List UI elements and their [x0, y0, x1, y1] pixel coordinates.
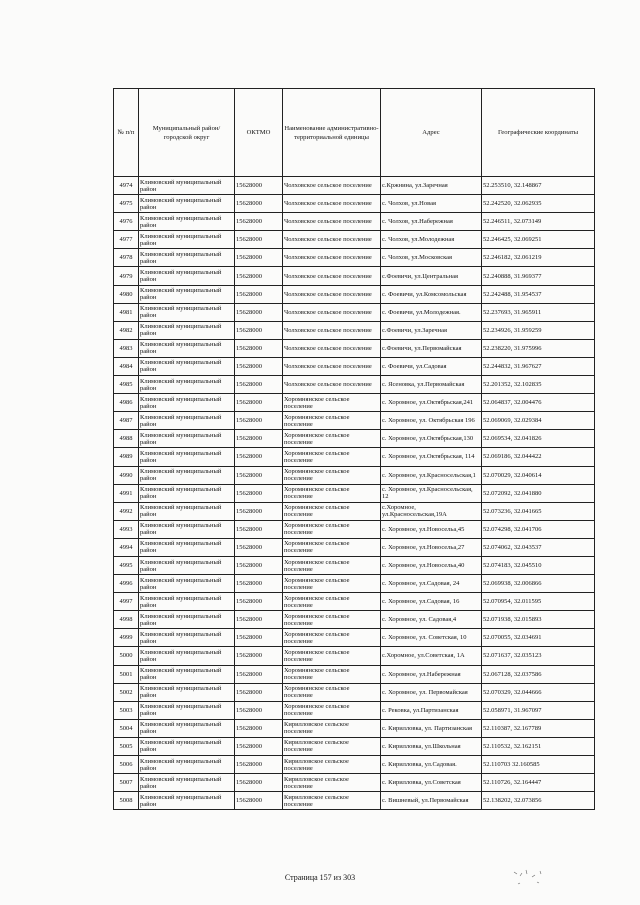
row-unit: Хоромнянское сельское поселение: [283, 611, 381, 629]
row-oktmo: 15628000: [235, 430, 283, 448]
table-row: [114, 303, 595, 321]
row-oktmo: 15628000: [235, 593, 283, 611]
table-row: [114, 647, 595, 665]
table-header: [114, 89, 595, 177]
row-address: с. Хоромное, ул.Новосельа,45: [381, 520, 482, 538]
header-coords: Географические координаты: [482, 89, 595, 177]
row-oktmo: 15628000: [235, 756, 283, 774]
row-oktmo: 15628000: [235, 303, 283, 321]
row-district: Климовский муниципальный район: [139, 195, 235, 213]
table-row: [114, 412, 595, 430]
row-number: 4994: [114, 538, 139, 556]
row-address: с. Хоромное, ул.Новосельа,27: [381, 538, 482, 556]
row-oktmo: 15628000: [235, 466, 283, 484]
row-district: Климовский муниципальный район: [139, 357, 235, 375]
row-address: с.Хоромное, ул.Советская, 1А: [381, 647, 482, 665]
row-number: 4985: [114, 376, 139, 394]
row-address: с. Фоевичи, ул.Молодежная.: [381, 303, 482, 321]
row-district: Климовский муниципальный район: [139, 249, 235, 267]
table-row: [114, 611, 595, 629]
row-unit: Чолховское сельское поселение: [283, 357, 381, 375]
row-unit: Кирилловское сельское поселение: [283, 737, 381, 755]
row-district: Климовский муниципальный район: [139, 593, 235, 611]
row-district: Климовский муниципальный район: [139, 231, 235, 249]
row-unit: Чолховское сельское поселение: [283, 249, 381, 267]
row-oktmo: 15628000: [235, 448, 283, 466]
row-oktmo: 15628000: [235, 701, 283, 719]
row-oktmo: 15628000: [235, 719, 283, 737]
row-address: с. Хоромное, ул.Октябрьская,130: [381, 430, 482, 448]
row-district: Климовский муниципальный район: [139, 466, 235, 484]
row-number: 5002: [114, 683, 139, 701]
row-address: с. Хоромное, ул.Садовая, 24: [381, 575, 482, 593]
row-address: с. Чолхов, ул.Московская: [381, 249, 482, 267]
row-address: с. Фоевичи, ул.Садовая: [381, 357, 482, 375]
row-address: с. Хоромное, ул.Красносельская,1: [381, 466, 482, 484]
row-unit: Хоромнянское сельское поселение: [283, 665, 381, 683]
row-district: Климовский муниципальный район: [139, 701, 235, 719]
row-oktmo: 15628000: [235, 792, 283, 810]
row-oktmo: 15628000: [235, 556, 283, 574]
row-unit: Хоромнянское сельское поселение: [283, 394, 381, 412]
row-coordinates: 52.246182, 32.061219: [482, 249, 595, 267]
row-oktmo: 15628000: [235, 285, 283, 303]
row-number: 4974: [114, 177, 139, 195]
row-district: Климовский муниципальный район: [139, 520, 235, 538]
row-unit: Хоромнянское сельское поселение: [283, 683, 381, 701]
row-address: с. Хоромное, ул.Октябрьская,241: [381, 394, 482, 412]
row-number: 4975: [114, 195, 139, 213]
row-coordinates: 52.242488, 31.954537: [482, 285, 595, 303]
row-number: 4980: [114, 285, 139, 303]
row-district: Климовский муниципальный район: [139, 213, 235, 231]
row-unit: Хоромнянское сельское поселение: [283, 629, 381, 647]
table-row: [114, 321, 595, 339]
table-row: [114, 213, 595, 231]
row-coordinates: 52.246511, 32.073149: [482, 213, 595, 231]
row-coordinates: 52.238220, 31.975996: [482, 339, 595, 357]
row-oktmo: 15628000: [235, 575, 283, 593]
row-district: Климовский муниципальный район: [139, 484, 235, 502]
row-number: 4990: [114, 466, 139, 484]
row-unit: Чолховское сельское поселение: [283, 285, 381, 303]
row-oktmo: 15628000: [235, 520, 283, 538]
table-row: [114, 177, 595, 195]
row-number: 4998: [114, 611, 139, 629]
table-row: [114, 719, 595, 737]
row-district: Климовский муниципальный район: [139, 647, 235, 665]
row-coordinates: 52.240888, 31.969377: [482, 267, 595, 285]
row-coordinates: 52.110703 32.160585: [482, 756, 595, 774]
row-oktmo: 15628000: [235, 249, 283, 267]
row-address: с. Хоромное, ул. Первомайская: [381, 683, 482, 701]
row-address: с. Кирилловка, ул.Школьная: [381, 737, 482, 755]
row-unit: Чолховское сельское поселение: [283, 303, 381, 321]
row-oktmo: 15628000: [235, 394, 283, 412]
row-district: Климовский муниципальный район: [139, 177, 235, 195]
row-coordinates: 52.253510, 32.148867: [482, 177, 595, 195]
row-number: 4981: [114, 303, 139, 321]
row-district: Климовский муниципальный район: [139, 430, 235, 448]
row-district: Климовский муниципальный район: [139, 394, 235, 412]
row-address: с.Фоевичи, ул.Первомайская: [381, 339, 482, 357]
table-row: [114, 285, 595, 303]
row-district: Климовский муниципальный район: [139, 376, 235, 394]
row-address: с. Хоромное, ул. Октябрьская 196: [381, 412, 482, 430]
row-address: с.Хоромное, ул.Красносельская,19А: [381, 502, 482, 520]
row-address: с. Вишневый, ул.Первомайская: [381, 792, 482, 810]
row-oktmo: 15628000: [235, 629, 283, 647]
row-oktmo: 15628000: [235, 502, 283, 520]
row-address: с.Фоевичи, ул.Центральная: [381, 267, 482, 285]
row-number: 4976: [114, 213, 139, 231]
row-number: 4992: [114, 502, 139, 520]
row-district: Климовский муниципальный район: [139, 267, 235, 285]
table-row: [114, 683, 595, 701]
table-row: [114, 520, 595, 538]
row-coordinates: 52.070329, 32.044666: [482, 683, 595, 701]
row-number: 4977: [114, 231, 139, 249]
row-oktmo: 15628000: [235, 774, 283, 792]
row-unit: Хоромнянское сельское поселение: [283, 466, 381, 484]
row-coordinates: 52.071637, 32.035123: [482, 647, 595, 665]
table-row: [114, 267, 595, 285]
row-address: с.Кржнина, ул.Заречная: [381, 177, 482, 195]
row-coordinates: 52.069534, 32.041826: [482, 430, 595, 448]
row-oktmo: 15628000: [235, 412, 283, 430]
row-number: 4999: [114, 629, 139, 647]
row-oktmo: 15628000: [235, 683, 283, 701]
row-address: с. Кирилловка, ул. Партизанская: [381, 719, 482, 737]
row-district: Климовский муниципальный район: [139, 611, 235, 629]
row-number: 5008: [114, 792, 139, 810]
table-row: [114, 629, 595, 647]
row-oktmo: 15628000: [235, 357, 283, 375]
row-coordinates: 52.070954, 32.011595: [482, 593, 595, 611]
header-district: Муниципальный район/городской округ: [139, 89, 235, 177]
row-address: с. Хоромное, ул.Садовая, 16: [381, 593, 482, 611]
table-row: [114, 502, 595, 520]
table-row: [114, 466, 595, 484]
row-coordinates: 52.110726, 32.164447: [482, 774, 595, 792]
row-number: 5004: [114, 719, 139, 737]
row-number: 4986: [114, 394, 139, 412]
table-row: [114, 792, 595, 810]
row-coordinates: 52.138202, 32.073856: [482, 792, 595, 810]
row-number: 5003: [114, 701, 139, 719]
row-unit: Чолховское сельское поселение: [283, 213, 381, 231]
header-oktmo: ОКТМО: [235, 89, 283, 177]
row-address: с. Хоромное, ул.Новосельа,40: [381, 556, 482, 574]
row-oktmo: 15628000: [235, 611, 283, 629]
row-unit: Кирилловское сельское поселение: [283, 756, 381, 774]
row-unit: Хоромнянское сельское поселение: [283, 538, 381, 556]
table-body: [114, 177, 595, 810]
row-district: Климовский муниципальный район: [139, 556, 235, 574]
row-oktmo: 15628000: [235, 231, 283, 249]
row-address: с. Фоевичи, ул.Комсомольская: [381, 285, 482, 303]
table-row: [114, 430, 595, 448]
row-unit: Хоромнянское сельское поселение: [283, 701, 381, 719]
row-coordinates: 52.110532, 32.162151: [482, 737, 595, 755]
row-unit: Хоромнянское сельское поселение: [283, 593, 381, 611]
row-number: 4984: [114, 357, 139, 375]
row-coordinates: 52.246425, 32.069251: [482, 231, 595, 249]
table-row: [114, 665, 595, 683]
row-coordinates: 52.074062, 32.043537: [482, 538, 595, 556]
header-address: Адрес: [381, 89, 482, 177]
table-row: [114, 484, 595, 502]
row-number: 4991: [114, 484, 139, 502]
page-number: Страница 157 из 303: [284, 873, 356, 882]
table-row: [114, 376, 595, 394]
row-unit: Кирилловское сельское поселение: [283, 792, 381, 810]
row-number: 4982: [114, 321, 139, 339]
row-unit: Чолховское сельское поселение: [283, 267, 381, 285]
row-number: 4995: [114, 556, 139, 574]
row-address: с. Кирилловка, ул.Садовая.: [381, 756, 482, 774]
row-address: с. Чолхов, ул.Набережная: [381, 213, 482, 231]
row-unit: Хоромнянское сельское поселение: [283, 556, 381, 574]
table-row: [114, 774, 595, 792]
row-number: 5005: [114, 737, 139, 755]
row-unit: Чолховское сельское поселение: [283, 339, 381, 357]
row-district: Климовский муниципальный район: [139, 321, 235, 339]
row-district: Климовский муниципальный район: [139, 737, 235, 755]
row-coordinates: 52.242520, 32.062935: [482, 195, 595, 213]
table-row: [114, 556, 595, 574]
row-number: 4979: [114, 267, 139, 285]
row-number: 5000: [114, 647, 139, 665]
row-oktmo: 15628000: [235, 538, 283, 556]
row-district: Климовский муниципальный район: [139, 448, 235, 466]
row-unit: Хоромнянское сельское поселение: [283, 412, 381, 430]
row-number: 4988: [114, 430, 139, 448]
header-unit: Наименование административно-территориальной единицы: [283, 89, 381, 177]
row-unit: Чолховское сельское поселение: [283, 376, 381, 394]
row-unit: Хоромнянское сельское поселение: [283, 575, 381, 593]
row-unit: Чолховское сельское поселение: [283, 321, 381, 339]
row-unit: Хоромнянское сельское поселение: [283, 647, 381, 665]
row-district: Климовский муниципальный район: [139, 774, 235, 792]
row-district: Климовский муниципальный район: [139, 412, 235, 430]
row-unit: Хоромнянское сельское поселение: [283, 448, 381, 466]
row-unit: Чолховское сельское поселение: [283, 231, 381, 249]
row-address: с. Чолхов, ул.Новая: [381, 195, 482, 213]
row-coordinates: 52.070029, 32.040614: [482, 466, 595, 484]
row-number: 5001: [114, 665, 139, 683]
row-unit: Хоромнянское сельское поселение: [283, 520, 381, 538]
row-coordinates: 52.074183, 32.045510: [482, 556, 595, 574]
row-coordinates: 52.064837, 32.004476: [482, 394, 595, 412]
registry-table: [113, 88, 595, 810]
row-unit: Чолховское сельское поселение: [283, 177, 381, 195]
row-unit: Хоромнянское сельское поселение: [283, 502, 381, 520]
row-coordinates: 52.069938, 32.006866: [482, 575, 595, 593]
row-coordinates: 52.110387, 32.167789: [482, 719, 595, 737]
header-num: № п/п: [114, 89, 139, 177]
row-district: Климовский муниципальный район: [139, 629, 235, 647]
table-row: [114, 448, 595, 466]
row-district: Климовский муниципальный район: [139, 339, 235, 357]
row-address: с. Кирилловка, ул.Советская: [381, 774, 482, 792]
row-number: 5007: [114, 774, 139, 792]
row-unit: Кирилловское сельское поселение: [283, 774, 381, 792]
row-coordinates: 52.070055, 32.034691: [482, 629, 595, 647]
row-oktmo: 15628000: [235, 195, 283, 213]
row-oktmo: 15628000: [235, 484, 283, 502]
table-row: [114, 339, 595, 357]
row-coordinates: 52.073236, 32.041665: [482, 502, 595, 520]
row-district: Климовский муниципальный район: [139, 538, 235, 556]
row-district: Климовский муниципальный район: [139, 792, 235, 810]
row-coordinates: 52.237693, 31.965911: [482, 303, 595, 321]
row-coordinates: 52.201352, 32.102835: [482, 376, 595, 394]
row-coordinates: 52.058971, 31.967097: [482, 701, 595, 719]
row-district: Климовский муниципальный район: [139, 285, 235, 303]
row-address: с.Фоевичи, ул.Заречная: [381, 321, 482, 339]
row-oktmo: 15628000: [235, 376, 283, 394]
row-district: Климовский муниципальный район: [139, 665, 235, 683]
row-oktmo: 15628000: [235, 267, 283, 285]
table-row: [114, 701, 595, 719]
row-number: 4996: [114, 575, 139, 593]
row-address: с. Хоромное, ул.Красносельская, 12: [381, 484, 482, 502]
row-coordinates: 52.234926, 31.959259: [482, 321, 595, 339]
table-row: [114, 538, 595, 556]
row-number: 4993: [114, 520, 139, 538]
row-number: 4983: [114, 339, 139, 357]
row-address: с. Ясеновка, ул.Первомайская: [381, 376, 482, 394]
row-district: Климовский муниципальный район: [139, 683, 235, 701]
row-coordinates: 52.244832, 31.967627: [482, 357, 595, 375]
row-coordinates: 52.069069, 32.029384: [482, 412, 595, 430]
row-address: с. Чолхов, ул.Молодежная: [381, 231, 482, 249]
row-unit: Хоромнянское сельское поселение: [283, 430, 381, 448]
row-number: 4997: [114, 593, 139, 611]
table-row: [114, 394, 595, 412]
table-row: [114, 249, 595, 267]
table-row: [114, 756, 595, 774]
row-coordinates: 52.072092, 32.041880: [482, 484, 595, 502]
row-unit: Кирилловское сельское поселение: [283, 719, 381, 737]
table-row: [114, 195, 595, 213]
row-oktmo: 15628000: [235, 737, 283, 755]
row-district: Климовский муниципальный район: [139, 303, 235, 321]
row-address: с. Хоромное, ул. Садовая,4: [381, 611, 482, 629]
table-row: [114, 575, 595, 593]
row-coordinates: 52.074298, 32.041706: [482, 520, 595, 538]
row-coordinates: 52.067128, 32.037586: [482, 665, 595, 683]
row-unit: Хоромнянское сельское поселение: [283, 484, 381, 502]
row-coordinates: 52.069186, 32.044422: [482, 448, 595, 466]
table-row: [114, 357, 595, 375]
row-district: Климовский муниципальный район: [139, 502, 235, 520]
table-row: [114, 737, 595, 755]
row-number: 4989: [114, 448, 139, 466]
row-district: Климовский муниципальный район: [139, 575, 235, 593]
row-oktmo: 15628000: [235, 321, 283, 339]
row-oktmo: 15628000: [235, 665, 283, 683]
row-oktmo: 15628000: [235, 213, 283, 231]
row-address: с. Рековка, ул.Партизанская: [381, 701, 482, 719]
row-oktmo: 15628000: [235, 177, 283, 195]
table-row: [114, 593, 595, 611]
row-number: 4978: [114, 249, 139, 267]
row-district: Климовский муниципальный район: [139, 719, 235, 737]
row-oktmo: 15628000: [235, 339, 283, 357]
row-address: с. Хоромное, ул. Советская, 10: [381, 629, 482, 647]
row-number: 4987: [114, 412, 139, 430]
row-unit: Чолховское сельское поселение: [283, 195, 381, 213]
scan-mark-icon: [510, 862, 550, 892]
row-coordinates: 52.071938, 32.015893: [482, 611, 595, 629]
row-number: 5006: [114, 756, 139, 774]
row-address: с. Хоромное, ул.Октябрьская, 114: [381, 448, 482, 466]
row-oktmo: 15628000: [235, 647, 283, 665]
row-district: Климовский муниципальный район: [139, 756, 235, 774]
row-address: с. Хоромное, ул.Набережная: [381, 665, 482, 683]
table-row: [114, 231, 595, 249]
